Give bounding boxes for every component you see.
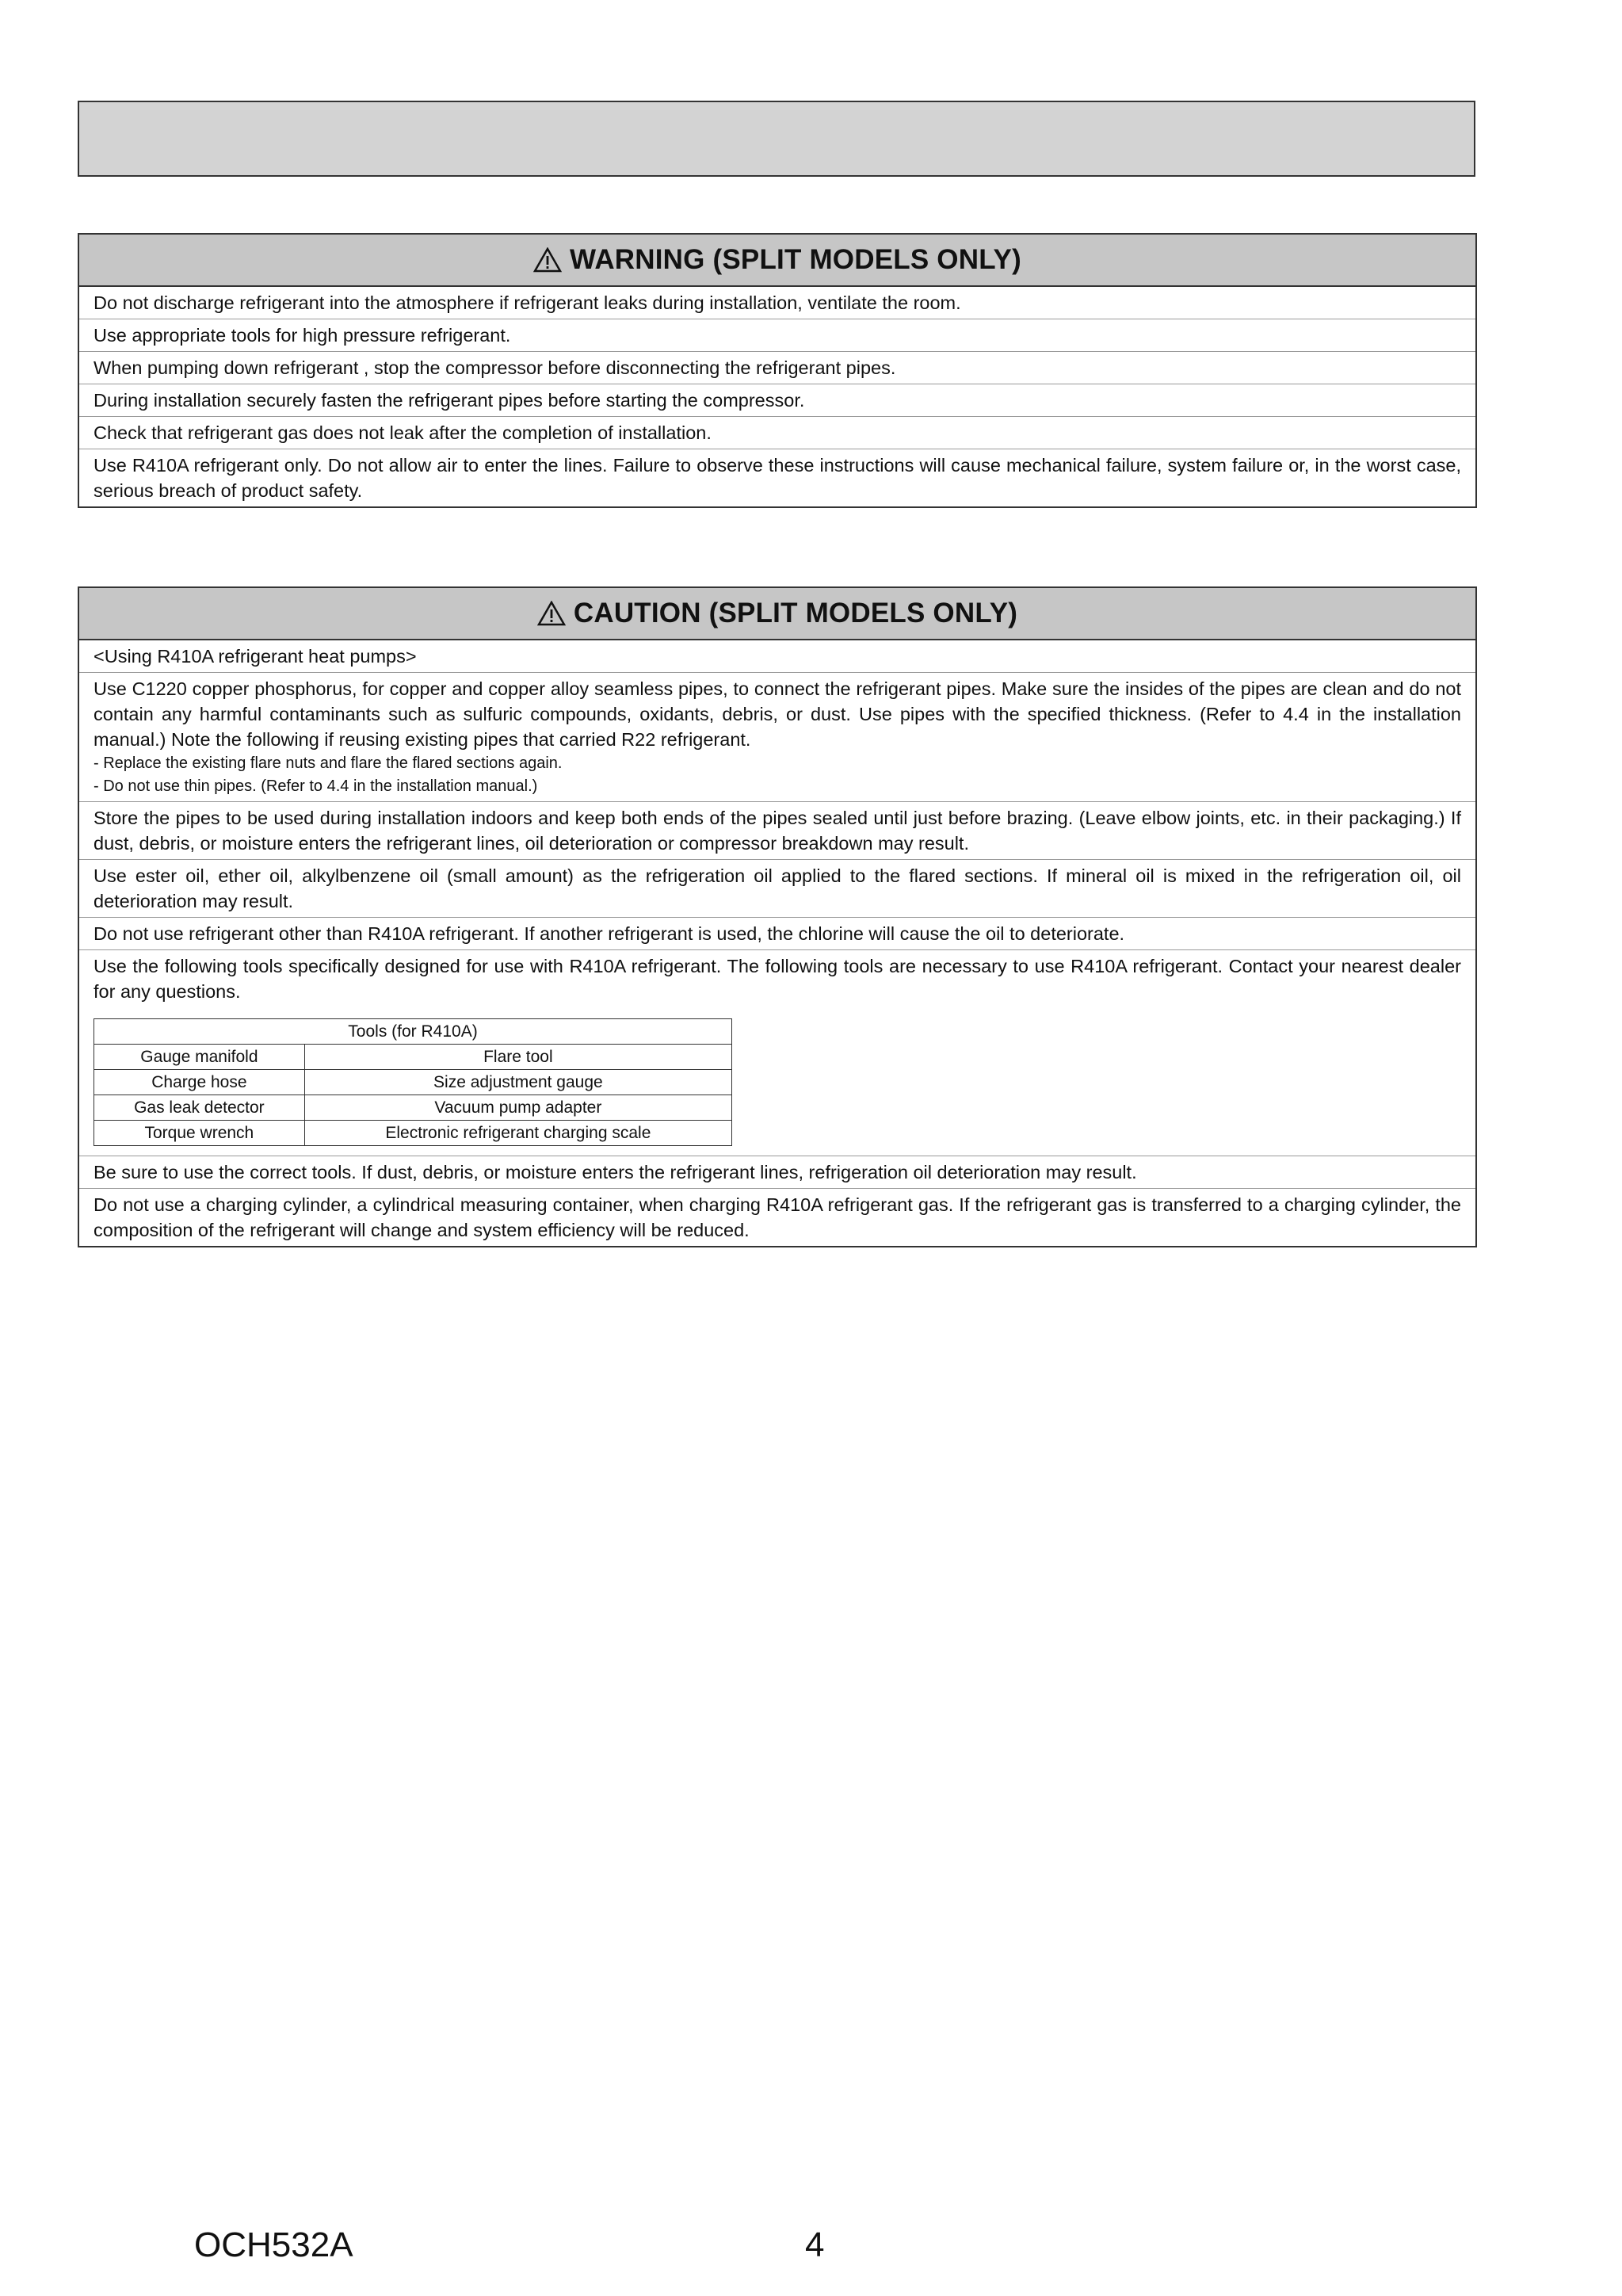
warning-item: Check that refrigerant gas does not leak after the completion of installation. <box>79 417 1475 449</box>
caution-item-oil: Use ester oil, ether oil, alkylbenzene oil (small amount) as the refrigeration oil applied to the flared sections. If mineral oil is mixed in the refrigeration oil, oil deterioration may result. <box>79 860 1475 918</box>
document-code: OCH532A <box>194 2225 353 2264</box>
copper-text: Use C1220 copper phosphorus, for copper and copper alloy seamless pipes, to connect the refrigerant pipes. Make sure the insides of the pipes are clean and do not contain any harmful contaminants such as sulfuric compounds, oxidants, debris, or dust. Use pipes with the specified thickness. (Refer to 4.4 in the installation manual.) Note the following if reusing existing pipes that carried R22 refrigerant. <box>94 678 1461 750</box>
table-cell: Gas leak detector <box>94 1095 305 1121</box>
table-row <box>94 1070 732 1095</box>
copper-note: - Replace the existing flare nuts and flare the flared sections again. <box>94 755 563 772</box>
caution-triangle-icon <box>537 601 566 626</box>
caution-box <box>78 586 1477 1247</box>
table-cell: Size adjustment gauge <box>304 1070 731 1095</box>
page-number: 4 <box>805 2225 825 2264</box>
header-bar <box>78 101 1475 177</box>
tools-table-header: Tools (for R410A) <box>94 1019 732 1045</box>
caution-item-tools <box>79 950 1475 1156</box>
caution-title: CAUTION (SPLIT MODELS ONLY) <box>573 598 1018 628</box>
warning-triangle-icon <box>533 247 562 273</box>
tools-table <box>94 1018 732 1146</box>
table-cell: Torque wrench <box>94 1121 305 1146</box>
table-row <box>94 1045 732 1070</box>
warning-item: When pumping down refrigerant , stop the compressor before disconnecting the refrigerant pipes. <box>79 352 1475 384</box>
caution-item-charging-cylinder: Do not use a charging cylinder, a cylindrical measuring container, when charging R410A refrigerant gas. If the refrigerant gas is transferred to a charging cylinder, the composition of the refrigerant will change and system efficiency will be reduced. <box>94 1194 1461 1240</box>
warning-item: During installation securely fasten the refrigerant pipes before starting the compressor. <box>79 384 1475 417</box>
table-cell: Flare tool <box>304 1045 731 1070</box>
tools-intro: Use the following tools specifically designed for use with R410A refrigerant. The following tools are necessary to use R410A refrigerant. Contact your nearest dealer for any questions. <box>94 956 1461 1002</box>
warning-item: Use R410A refrigerant only. Do not allow air to enter the lines. Failure to observe these instructions will cause mechanical failure, system failure or, in the worst case, serious breach of product safety. <box>94 455 1461 501</box>
tools-table-header-row <box>94 1019 732 1045</box>
table-cell: Gauge manifold <box>94 1045 305 1070</box>
caution-item-other-refrigerant: Do not use refrigerant other than R410A refrigerant. If another refrigerant is used, the chlorine will cause the oil to deteriorate. <box>79 918 1475 950</box>
warning-header <box>79 235 1475 287</box>
warning-item: Do not discharge refrigerant into the atmosphere if refrigerant leaks during installation, ventilate the room. <box>79 287 1475 319</box>
warning-item: Use appropriate tools for high pressure refrigerant. <box>79 319 1475 352</box>
caution-item-store: Store the pipes to be used during installation indoors and keep both ends of the pipes sealed until just before brazing. (Leave elbow joints, etc. in their packaging.) If dust, debris, or moisture enters the refrigerant lines, oil deterioration or compressor breakdown may result. <box>79 802 1475 860</box>
warning-title: WARNING (SPLIT MODELS ONLY) <box>570 244 1021 275</box>
table-cell: Vacuum pump adapter <box>304 1095 731 1121</box>
copper-note: - Do not use thin pipes. (Refer to 4.4 in the installation manual.) <box>94 777 538 795</box>
caution-item-copper <box>79 673 1475 802</box>
table-row <box>94 1121 732 1146</box>
table-cell: Charge hose <box>94 1070 305 1095</box>
caution-item-correct-tools: Be sure to use the correct tools. If dust, debris, or moisture enters the refrigerant lines, refrigeration oil deterioration may result. <box>79 1156 1475 1189</box>
table-row <box>94 1095 732 1121</box>
caution-header <box>79 588 1475 640</box>
table-cell: Electronic refrigerant charging scale <box>304 1121 731 1146</box>
warning-box <box>78 233 1477 508</box>
caution-intro: <Using R410A refrigerant heat pumps> <box>79 640 1475 673</box>
